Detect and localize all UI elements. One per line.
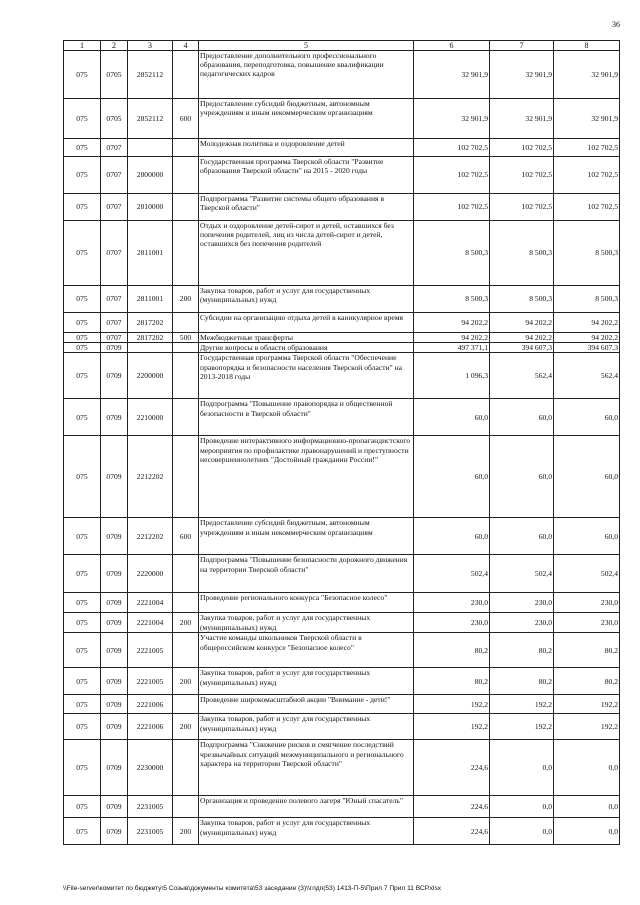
code-admin: 075 bbox=[64, 668, 101, 695]
code-admin: 075 bbox=[64, 518, 101, 555]
code-target: 2221004 bbox=[128, 613, 173, 633]
amount-col7: 230,0 bbox=[490, 593, 554, 613]
code-section: 0707 bbox=[101, 333, 128, 343]
table-row bbox=[64, 194, 620, 221]
code-target: 2221005 bbox=[128, 633, 173, 668]
code-expense-type bbox=[173, 194, 199, 221]
table-body bbox=[64, 41, 620, 845]
code-expense-type bbox=[173, 157, 199, 194]
code-section: 0707 bbox=[101, 313, 128, 333]
code-section: 0709 bbox=[101, 555, 128, 593]
item-description: Закупка товаров, работ и услуг для государственных (муниципальных) нужд bbox=[199, 714, 414, 740]
table-row bbox=[64, 695, 620, 714]
column-header: 4 bbox=[173, 41, 199, 51]
table-row bbox=[64, 313, 620, 333]
column-header: 8 bbox=[554, 41, 620, 51]
amount-col8: 32 901,9 bbox=[554, 51, 620, 99]
amount-col7: 394 607,3 bbox=[490, 343, 554, 353]
item-description: Государственная программа Тверской области "Развитие образования Тверской области" на 2015 - 2020 годы bbox=[199, 157, 414, 194]
table-row bbox=[64, 796, 620, 818]
code-expense-type: 600 bbox=[173, 518, 199, 555]
table-row bbox=[64, 613, 620, 633]
amount-col7: 80,2 bbox=[490, 633, 554, 668]
code-target: 2817202 bbox=[128, 333, 173, 343]
amount-col6: 102 702,5 bbox=[414, 157, 490, 194]
code-admin: 075 bbox=[64, 613, 101, 633]
code-admin: 075 bbox=[64, 555, 101, 593]
amount-col6: 1 096,3 bbox=[414, 353, 490, 399]
code-section: 0709 bbox=[101, 796, 128, 818]
code-admin: 075 bbox=[64, 194, 101, 221]
code-section: 0705 bbox=[101, 51, 128, 99]
amount-col6: 32 901,9 bbox=[414, 51, 490, 99]
code-section: 0709 bbox=[101, 695, 128, 714]
item-description: Подпрограмма "Повышение безопасности дорожного движения на территории Тверской области" bbox=[199, 555, 414, 593]
item-description: Субсидии на организацию отдыха детей в каникулярное время bbox=[199, 313, 414, 333]
item-description: Участие команды школьников Тверской области в общероссийском конкурсе "Безопасное колесо" bbox=[199, 633, 414, 668]
item-description: Подпрограмма "Развитие системы общего образования в Тверской области" bbox=[199, 194, 414, 221]
code-target: 2811001 bbox=[128, 286, 173, 313]
amount-col8: 0,0 bbox=[554, 818, 620, 845]
code-expense-type bbox=[173, 593, 199, 613]
item-description: Проведение интерактивного информационно-пропагандистского мероприятия по профилактике правонарушений и преступности несовершеннолетних "Достойный гражданин России!" bbox=[199, 436, 414, 518]
code-expense-type: 500 bbox=[173, 333, 199, 343]
code-target: 2221005 bbox=[128, 668, 173, 695]
table-row bbox=[64, 518, 620, 555]
code-section: 0707 bbox=[101, 194, 128, 221]
amount-col7: 32 901,9 bbox=[490, 99, 554, 139]
code-target: 2221006 bbox=[128, 695, 173, 714]
code-admin: 075 bbox=[64, 740, 101, 796]
amount-col8: 60,0 bbox=[554, 436, 620, 518]
code-target: 2212202 bbox=[128, 436, 173, 518]
amount-col6: 224,6 bbox=[414, 740, 490, 796]
code-expense-type bbox=[173, 695, 199, 714]
amount-col8: 394 607,3 bbox=[554, 343, 620, 353]
table-row bbox=[64, 286, 620, 313]
code-section: 0709 bbox=[101, 740, 128, 796]
item-description: Государственная программа Тверской области "Обеспечение правопорядка и безопасности населения Тверской области" на 2013-2018 годы bbox=[199, 353, 414, 399]
page-number: 36 bbox=[612, 20, 620, 29]
column-header: 7 bbox=[490, 41, 554, 51]
code-section: 0709 bbox=[101, 353, 128, 399]
code-admin: 075 bbox=[64, 796, 101, 818]
code-target: 2852112 bbox=[128, 99, 173, 139]
code-admin: 075 bbox=[64, 157, 101, 194]
amount-col7: 80,2 bbox=[490, 668, 554, 695]
item-description: Другие вопросы в области образования bbox=[199, 343, 414, 353]
amount-col8: 94 202,2 bbox=[554, 333, 620, 343]
code-section: 0709 bbox=[101, 399, 128, 436]
amount-col8: 192,2 bbox=[554, 695, 620, 714]
code-admin: 075 bbox=[64, 51, 101, 99]
code-target: 2210000 bbox=[128, 399, 173, 436]
amount-col7: 102 702,5 bbox=[490, 194, 554, 221]
code-expense-type bbox=[173, 221, 199, 286]
amount-col6: 192,2 bbox=[414, 714, 490, 740]
code-admin: 075 bbox=[64, 353, 101, 399]
code-section: 0705 bbox=[101, 99, 128, 139]
item-description: Закупка товаров, работ и услуг для государственных (муниципальных) нужд bbox=[199, 286, 414, 313]
code-target: 2811001 bbox=[128, 221, 173, 286]
table-row bbox=[64, 714, 620, 740]
table-row bbox=[64, 139, 620, 157]
item-description: Предоставление дополнительного профессионального образования, переподготовка, повышение квалификации педагогических кадров bbox=[199, 51, 414, 99]
code-target: 2852112 bbox=[128, 51, 173, 99]
amount-col7: 94 202,2 bbox=[490, 333, 554, 343]
item-description: Закупка товаров, работ и услуг для государственных (муниципальных) нужд bbox=[199, 668, 414, 695]
amount-col7: 102 702,5 bbox=[490, 157, 554, 194]
item-description: Отдых и оздоровление детей-сирот и детей, оставшихся без попечения родителей, лиц из числа детей-сирот и детей, оставшихся без попечения родителей bbox=[199, 221, 414, 286]
code-expense-type bbox=[173, 343, 199, 353]
amount-col8: 230,0 bbox=[554, 613, 620, 633]
column-header: 3 bbox=[128, 41, 173, 51]
code-expense-type: 200 bbox=[173, 668, 199, 695]
code-admin: 075 bbox=[64, 818, 101, 845]
amount-col7: 562,4 bbox=[490, 353, 554, 399]
code-target: 2231005 bbox=[128, 796, 173, 818]
amount-col8: 0,0 bbox=[554, 740, 620, 796]
item-description: Подпрограмма "Снижение рисков и смягчение последствий чрезвычайных ситуаций межмуниципального и регионального характера на территории Тверской области" bbox=[199, 740, 414, 796]
code-admin: 075 bbox=[64, 343, 101, 353]
item-description: Организация и проведение полевого лагеря "Юный спасатель" bbox=[199, 796, 414, 818]
amount-col8: 562,4 bbox=[554, 353, 620, 399]
table-row bbox=[64, 436, 620, 518]
code-admin: 075 bbox=[64, 436, 101, 518]
amount-col6: 192,2 bbox=[414, 695, 490, 714]
item-description: Предоставление субсидий бюджетным, автономным учреждениям и иным некоммерческим организациям bbox=[199, 518, 414, 555]
code-expense-type bbox=[173, 633, 199, 668]
table-row bbox=[64, 818, 620, 845]
item-description: Закупка товаров, работ и услуг для государственных (муниципальных) нужд bbox=[199, 613, 414, 633]
table-row bbox=[64, 593, 620, 613]
amount-col6: 224,6 bbox=[414, 796, 490, 818]
code-admin: 075 bbox=[64, 593, 101, 613]
code-admin: 075 bbox=[64, 333, 101, 343]
amount-col7: 8 500,3 bbox=[490, 286, 554, 313]
amount-col8: 80,2 bbox=[554, 633, 620, 668]
code-section: 0709 bbox=[101, 714, 128, 740]
amount-col6: 502,4 bbox=[414, 555, 490, 593]
amount-col7: 60,0 bbox=[490, 399, 554, 436]
code-section: 0709 bbox=[101, 818, 128, 845]
code-expense-type bbox=[173, 313, 199, 333]
code-section: 0707 bbox=[101, 286, 128, 313]
item-description: Проведение широкомасштабной акции "Внимание - дети!" bbox=[199, 695, 414, 714]
amount-col6: 60,0 bbox=[414, 436, 490, 518]
column-header: 1 bbox=[64, 41, 101, 51]
amount-col6: 102 702,5 bbox=[414, 139, 490, 157]
amount-col8: 230,0 bbox=[554, 593, 620, 613]
amount-col6: 32 901,9 bbox=[414, 99, 490, 139]
table-row bbox=[64, 99, 620, 139]
code-admin: 075 bbox=[64, 313, 101, 333]
item-description: Молодежная политика и оздоровление детей bbox=[199, 139, 414, 157]
amount-col7: 502,4 bbox=[490, 555, 554, 593]
amount-col6: 230,0 bbox=[414, 613, 490, 633]
code-expense-type: 200 bbox=[173, 714, 199, 740]
table-row bbox=[64, 353, 620, 399]
code-target: 2810000 bbox=[128, 194, 173, 221]
table-row bbox=[64, 668, 620, 695]
amount-col8: 80,2 bbox=[554, 668, 620, 695]
code-admin: 075 bbox=[64, 695, 101, 714]
amount-col8: 8 500,3 bbox=[554, 286, 620, 313]
code-expense-type bbox=[173, 399, 199, 436]
code-admin: 075 bbox=[64, 99, 101, 139]
table-row bbox=[64, 555, 620, 593]
code-target: 2200000 bbox=[128, 353, 173, 399]
code-expense-type bbox=[173, 139, 199, 157]
code-admin: 075 bbox=[64, 221, 101, 286]
code-admin: 075 bbox=[64, 139, 101, 157]
amount-col8: 32 901,9 bbox=[554, 99, 620, 139]
code-expense-type: 600 bbox=[173, 99, 199, 139]
table-row bbox=[64, 221, 620, 286]
amount-col6: 8 500,3 bbox=[414, 221, 490, 286]
code-target: 2221006 bbox=[128, 714, 173, 740]
code-expense-type: 200 bbox=[173, 818, 199, 845]
budget-table bbox=[63, 40, 620, 845]
amount-col8: 102 702,5 bbox=[554, 139, 620, 157]
code-section: 0709 bbox=[101, 436, 128, 518]
code-section: 0709 bbox=[101, 593, 128, 613]
amount-col6: 60,0 bbox=[414, 399, 490, 436]
amount-col6: 230,0 bbox=[414, 593, 490, 613]
code-target bbox=[128, 139, 173, 157]
table-row bbox=[64, 399, 620, 436]
code-admin: 075 bbox=[64, 633, 101, 668]
code-section: 0709 bbox=[101, 613, 128, 633]
column-header: 6 bbox=[414, 41, 490, 51]
amount-col6: 80,2 bbox=[414, 633, 490, 668]
amount-col6: 497 371,1 bbox=[414, 343, 490, 353]
column-header-row bbox=[64, 41, 620, 51]
amount-col8: 8 500,3 bbox=[554, 221, 620, 286]
amount-col8: 102 702,5 bbox=[554, 157, 620, 194]
code-target: 2231005 bbox=[128, 818, 173, 845]
code-section: 0707 bbox=[101, 157, 128, 194]
code-section: 0709 bbox=[101, 518, 128, 555]
code-expense-type bbox=[173, 796, 199, 818]
amount-col8: 0,0 bbox=[554, 796, 620, 818]
amount-col8: 94 202,2 bbox=[554, 313, 620, 333]
code-section: 0707 bbox=[101, 221, 128, 286]
table-row bbox=[64, 633, 620, 668]
amount-col6: 60,0 bbox=[414, 518, 490, 555]
code-target bbox=[128, 343, 173, 353]
amount-col8: 60,0 bbox=[554, 518, 620, 555]
amount-col8: 502,4 bbox=[554, 555, 620, 593]
amount-col7: 0,0 bbox=[490, 818, 554, 845]
amount-col6: 8 500,3 bbox=[414, 286, 490, 313]
amount-col6: 94 202,2 bbox=[414, 313, 490, 333]
table-row bbox=[64, 343, 620, 353]
code-target: 2230000 bbox=[128, 740, 173, 796]
table-row bbox=[64, 157, 620, 194]
amount-col6: 224,6 bbox=[414, 818, 490, 845]
amount-col8: 102 702,5 bbox=[554, 194, 620, 221]
code-expense-type bbox=[173, 740, 199, 796]
code-section: 0709 bbox=[101, 633, 128, 668]
amount-col7: 94 202,2 bbox=[490, 313, 554, 333]
amount-col7: 192,2 bbox=[490, 695, 554, 714]
table-row bbox=[64, 740, 620, 796]
amount-col7: 192,2 bbox=[490, 714, 554, 740]
code-section: 0709 bbox=[101, 343, 128, 353]
code-section: 0709 bbox=[101, 668, 128, 695]
amount-col7: 0,0 bbox=[490, 740, 554, 796]
code-target: 2212202 bbox=[128, 518, 173, 555]
amount-col7: 0,0 bbox=[490, 796, 554, 818]
amount-col7: 230,0 bbox=[490, 613, 554, 633]
code-expense-type bbox=[173, 555, 199, 593]
code-expense-type: 200 bbox=[173, 613, 199, 633]
amount-col6: 94 202,2 bbox=[414, 333, 490, 343]
amount-col7: 8 500,3 bbox=[490, 221, 554, 286]
item-description: Проведение регионального конкурса "Безопасное колесо" bbox=[199, 593, 414, 613]
table-row bbox=[64, 333, 620, 343]
code-admin: 075 bbox=[64, 714, 101, 740]
code-admin: 075 bbox=[64, 399, 101, 436]
amount-col8: 192,2 bbox=[554, 714, 620, 740]
code-target: 2800000 bbox=[128, 157, 173, 194]
code-target: 2817202 bbox=[128, 313, 173, 333]
amount-col6: 102 702,5 bbox=[414, 194, 490, 221]
item-description: Подпрограмма "Повышение правопорядка и общественной безопасности в Тверской области" bbox=[199, 399, 414, 436]
code-section: 0707 bbox=[101, 139, 128, 157]
code-expense-type bbox=[173, 353, 199, 399]
column-header: 5 bbox=[199, 41, 414, 51]
code-expense-type: 200 bbox=[173, 286, 199, 313]
item-description: Межбюджетные трансферты bbox=[199, 333, 414, 343]
code-admin: 075 bbox=[64, 286, 101, 313]
amount-col7: 60,0 bbox=[490, 518, 554, 555]
amount-col7: 32 901,9 bbox=[490, 51, 554, 99]
item-description: Закупка товаров, работ и услуг для государственных (муниципальных) нужд bbox=[199, 818, 414, 845]
file-path-footer: \\File-server\комитет по бюджету\5 Созыв\документы комитета\53 заседание (3)\\гпдп(53) 1413-П-5\Прил 7 Прил 11 ВСР.xlsx bbox=[63, 885, 442, 892]
table-row bbox=[64, 51, 620, 99]
amount-col7: 60,0 bbox=[490, 436, 554, 518]
amount-col7: 102 702,5 bbox=[490, 139, 554, 157]
column-header: 2 bbox=[101, 41, 128, 51]
item-description: Предоставление субсидий бюджетным, автономным учреждениям и иным некоммерческим организациям bbox=[199, 99, 414, 139]
amount-col8: 60,0 bbox=[554, 399, 620, 436]
code-target: 2221004 bbox=[128, 593, 173, 613]
code-target: 2220000 bbox=[128, 555, 173, 593]
amount-col6: 80,2 bbox=[414, 668, 490, 695]
code-expense-type bbox=[173, 436, 199, 518]
code-expense-type bbox=[173, 51, 199, 99]
